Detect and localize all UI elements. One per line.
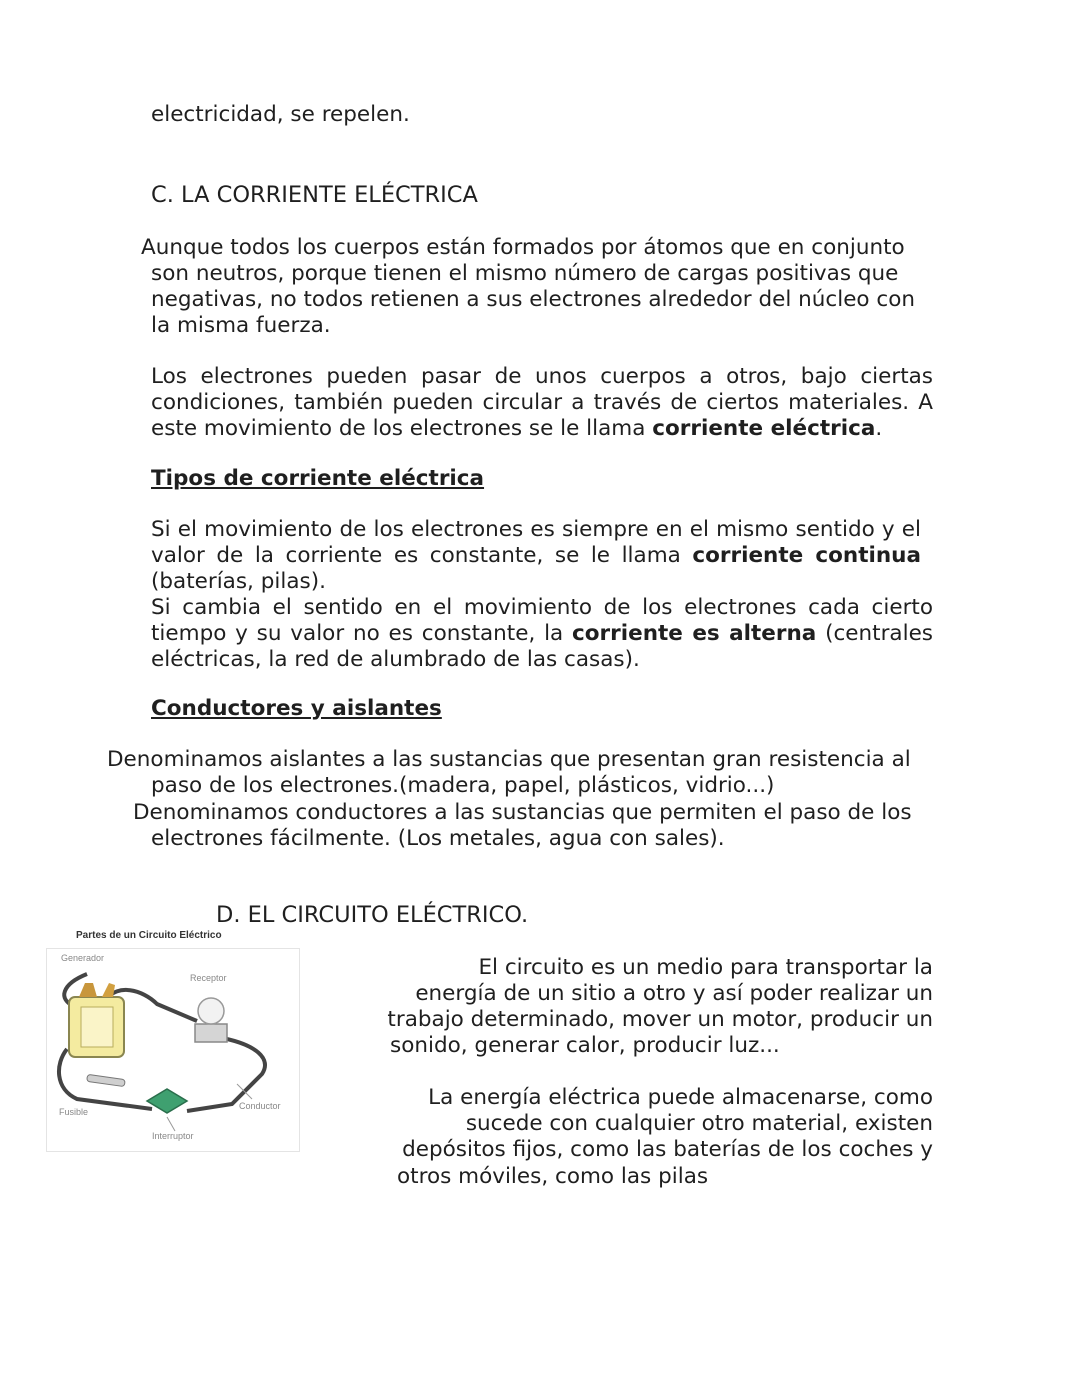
term-corriente-alterna: corriente es alterna bbox=[572, 621, 817, 646]
conductores-line2: electrones fácilmente. (Los metales, agua con sales). bbox=[151, 826, 725, 851]
term-corriente-electrica: corriente eléctrica bbox=[652, 416, 876, 441]
circuit-diagram bbox=[46, 948, 300, 1152]
wire-right bbox=[187, 1037, 265, 1111]
label-fusible: Fusible bbox=[59, 1107, 89, 1117]
label-interruptor: Interruptor bbox=[152, 1131, 194, 1141]
section-d-para1-line1: El circuito es un medio para transportar la bbox=[478, 955, 933, 980]
term-corriente-continua: corriente continua bbox=[692, 543, 921, 568]
bulb-glass bbox=[198, 998, 224, 1024]
section-c-para1-line1: Aunque todos los cuerpos están formados por átomos que en conjunto bbox=[141, 235, 905, 260]
section-d-para1-line4: sonido, generar calor, producir luz... bbox=[390, 1033, 780, 1058]
section-d-heading: D. EL CIRCUITO ELÉCTRICO. bbox=[216, 902, 529, 928]
section-c-para1-line3: negativas, no todos retienen a sus electrones alrededor del núcleo con bbox=[151, 287, 916, 312]
tipos-para2: Si cambia el sentido en el movimiento de los electrones cada cierto tiempo y su valor no es constante, la corriente es alterna (centrales eléctricas, la red de alumbrado de las casas). bbox=[151, 595, 933, 672]
intro-line: electricidad, se repelen. bbox=[151, 102, 410, 127]
tipos-para1: Si el movimiento de los electrones es siempre en el mismo sentido y el valor de la corriente es constante, se le llama corriente continua (baterías, pilas). bbox=[151, 517, 921, 594]
section-d-para1-line3: trabajo determinado, mover un motor, producir un bbox=[387, 1007, 933, 1032]
label-conductor: Conductor bbox=[239, 1101, 281, 1111]
fuse-shape bbox=[87, 1074, 126, 1086]
label-generador: Generador bbox=[61, 953, 105, 963]
section-d-para2-line3: depósitos fijos, como las baterías de los coches y bbox=[402, 1137, 933, 1162]
conductores-heading: Conductores y aislantes bbox=[151, 696, 442, 721]
section-d-para1-line2: energía de un sitio a otro y así poder realizar un bbox=[415, 981, 933, 1006]
section-d-para2-line2: sucede con cualquier otro material, existen bbox=[465, 1111, 933, 1136]
tipos-heading: Tipos de corriente eléctrica bbox=[151, 466, 485, 491]
switch-shape bbox=[147, 1089, 187, 1113]
battery-terminal-left bbox=[79, 983, 97, 997]
battery-terminal-right bbox=[102, 983, 115, 997]
section-c-para1-line4: la misma fuerza. bbox=[151, 313, 331, 338]
section-c-para2: Los electrones pueden pasar de unos cuerpos a otros, bajo ciertas condiciones, también pueden circular a través de ciertos materiales. A este movimiento de los electrones se le llama corriente eléctrica. bbox=[151, 364, 933, 441]
circuit-figure bbox=[46, 928, 300, 1153]
circuit-drawing bbox=[47, 949, 299, 1151]
figure-title: Partes de un Circuito Eléctrico bbox=[76, 930, 222, 941]
label-receptor: Receptor bbox=[190, 973, 227, 983]
section-c-heading: C. LA CORRIENTE ELÉCTRICA bbox=[151, 182, 478, 208]
section-c-para1-line2: son neutros, porque tienen el mismo número de cargas positivas que bbox=[151, 261, 899, 286]
bulb-base bbox=[195, 1024, 227, 1042]
aislantes-line2: paso de los electrones.(madera, papel, plásticos, vidrio...) bbox=[151, 773, 775, 798]
section-d-para2-line4: otros móviles, como las pilas bbox=[397, 1164, 709, 1189]
conductores-line1: Denominamos conductores a las sustancias que permiten el paso de los bbox=[133, 800, 912, 825]
section-d-para2-line1: La energía eléctrica puede almacenarse, como bbox=[428, 1085, 933, 1110]
aislantes-line1: Denominamos aislantes a las sustancias que presentan gran resistencia al bbox=[107, 747, 911, 772]
